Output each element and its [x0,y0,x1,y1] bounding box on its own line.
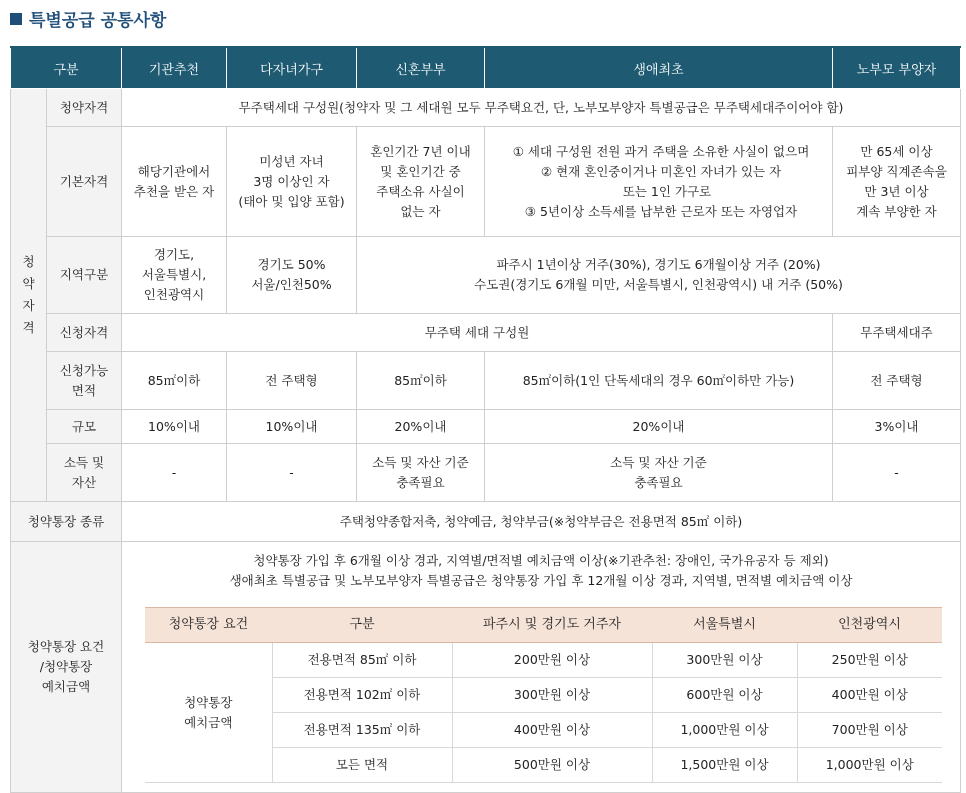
row-region [11,237,961,314]
header-multichild: 다자녀가구 [227,47,357,89]
special-supply-table [10,46,961,793]
deposit-seoul: 1,000만원 이상 [652,713,797,748]
row-apply [11,314,961,352]
deposit-paju: 300만원 이상 [452,678,652,713]
deposit-incheon: 700만원 이상 [797,713,942,748]
area-elder: 전 주택형 [833,352,961,410]
row-scale [11,410,961,444]
deposit-area: 전용면적 135㎡ 이하 [272,713,452,748]
line: 예치금액 [41,679,91,694]
deposit-seoul: 300만원 이상 [652,643,797,678]
area-first-home: 85㎡이하(1인 단독세대의 경우 60㎡이하만 가능) [485,352,833,410]
apply-elder: 무주택세대주 [833,314,961,352]
line: 면적 [71,382,97,398]
region-agency [122,237,227,314]
line: 만 3년 이상 [864,183,929,199]
scale-first-home: 20%이내 [485,410,833,444]
line: 소득 및 [63,454,105,470]
scale-newlywed: 20%이내 [357,410,485,444]
line: 소득 및 자산 기준 [610,454,707,470]
scale-agency: 10%이내 [122,410,227,444]
header-newlywed: 신혼부부 [357,47,485,89]
line: 소득 및 자산 기준 [372,454,469,470]
deposit-header-seoul: 서울특별시 [652,608,797,643]
line: 추천을 받은 자 [133,183,215,199]
line: 수도권(경기도 6개월 미만, 서울특별시, 인천광역시) 내 거주 (50%) [474,277,843,292]
line: 경기도, [153,247,195,262]
account-type-text: 주택청약종합저축, 청약예금, 청약부금(※청약부금은 전용면적 85㎡ 이하) [122,502,961,542]
line: 없는 자 [400,203,441,219]
basic-first-home [485,127,833,237]
line: 청약통장 [184,694,233,710]
deposit-header-category: 구분 [272,608,452,643]
area-newlywed: 85㎡이하 [357,352,485,410]
header-first-home: 생애최초 [485,47,833,89]
line: 계속 부양한 자 [856,203,937,219]
row-basic [11,127,961,237]
line: 또는 1인 가구로 [610,183,712,199]
region-rest [357,237,961,314]
line: 및 혼인기간 중 [380,163,461,179]
label-subscriber: 청약자격 [47,89,122,127]
line: 만 65세 이상 [860,143,933,159]
label-account-type: 청약통장 종류 [11,502,122,542]
area-multichild: 전 주택형 [227,352,357,410]
line: (태아 및 입양 포함) [238,193,345,209]
section-title-text: 특별공급 공통사항 [29,11,167,31]
deposit-header-incheon: 인천광역시 [797,608,942,643]
line: 서울/인천50% [251,277,332,292]
scale-multichild: 10%이내 [227,410,357,444]
note-line: 청약통장 가입 후 6개월 이상 경과, 지역별/면적별 예치금액 이상(※기관추천: 장애인, 국가유공자 등 제외) [253,553,829,568]
account-req-content [122,542,961,793]
deposit-seoul: 600만원 이상 [652,678,797,713]
group-label-qualification [11,89,47,502]
label-area [47,352,122,410]
deposit-paju: 500만원 이상 [452,748,652,783]
deposit-header-paju: 파주시 및 경기도 거주자 [452,608,652,643]
deposit-paju: 400만원 이상 [452,713,652,748]
line: 파주시 1년이상 거주(30%), 경기도 6개월이상 거주 (20%) [496,257,821,272]
line: 혼인기간 7년 이내 [370,143,471,159]
income-newlywed [357,444,485,502]
deposit-seoul: 1,500만원 이상 [652,748,797,783]
line: 신청가능 [59,362,109,378]
line: 서울특별시, [141,267,207,282]
line: ① 세대 구성원 전원 과거 주택을 소유한 사실이 없으며 [512,143,810,159]
row-area [11,352,961,410]
account-req-notes [123,543,959,607]
scale-elder: 3%이내 [833,410,961,444]
label-account-req [11,542,122,793]
label-income [47,444,122,502]
line: /청약통장 [39,659,93,674]
deposit-incheon: 1,000만원 이상 [797,748,942,783]
deposit-header-row [145,608,942,643]
basic-multichild [227,127,357,237]
row-account-type [11,502,961,542]
deposit-row [145,643,942,678]
label-scale: 규모 [47,410,122,444]
deposit-paju: 200만원 이상 [452,643,652,678]
area-agency: 85㎡이하 [122,352,227,410]
header-agency: 기관추천 [122,47,227,89]
label-apply: 신청자격 [47,314,122,352]
deposit-table [145,607,942,783]
line: 충족필요 [634,474,683,490]
line: 자산 [71,474,97,490]
basic-agency [122,127,227,237]
deposit-incheon: 250만원 이상 [797,643,942,678]
section-title [10,6,166,31]
line: 청약통장 요건 [27,639,105,654]
line: 미성년 자녀 [259,153,324,169]
deposit-incheon: 400만원 이상 [797,678,942,713]
header-elder-parent: 노부모 부양자 [833,47,961,89]
line: 주택소유 사실이 [376,183,465,199]
header-category: 구분 [11,47,122,89]
deposit-area: 모든 면적 [272,748,452,783]
apply-main: 무주택 세대 구성원 [122,314,833,352]
label-region: 지역구분 [47,237,122,314]
row-income [11,444,961,502]
line: ③ 5년이상 소득세를 납부한 근로자 또는 자영업자 [524,203,798,219]
deposit-label [145,643,272,783]
income-elder: - [833,444,961,502]
line: 해당기관에서 [137,163,211,179]
income-agency: - [122,444,227,502]
deposit-header-req: 청약통장 요건 [145,608,272,643]
region-multichild [227,237,357,314]
income-multichild: - [227,444,357,502]
note-line: 생애최초 특별공급 및 노부모부양자 특별공급은 청약통장 가입 후 12개월 이상 경과, 지역별, 면적별 예치금액 이상 [229,573,853,588]
line: ② 현재 혼인중이거나 미혼인 자녀가 있는 자 [540,163,782,179]
line: 3명 이상인 자 [253,173,330,189]
deposit-area: 전용면적 102㎡ 이하 [272,678,452,713]
header-row [11,47,961,89]
square-bullet-icon [10,13,22,25]
group-char: 청 [22,254,35,269]
basic-elder [833,127,961,237]
line: 인천광역시 [143,287,205,302]
basic-newlywed [357,127,485,237]
label-basic: 기본자격 [47,127,122,237]
group-char: 격 [22,320,35,335]
line: 충족필요 [396,474,445,490]
deposit-area: 전용면적 85㎡ 이하 [272,643,452,678]
subscriber-text: 무주택세대 구성원(청약자 및 그 세대원 모두 무주택요건, 단, 노부모부양자 특별공급은 무주택세대주이어야 함) [122,89,961,127]
group-char: 자 [22,298,35,313]
line: 경기도 50% [257,257,326,272]
row-subscriber [11,89,961,127]
line: 피부양 직계존속을 [846,163,947,179]
row-account-req [11,542,961,793]
group-char: 약 [22,276,35,291]
line: 예치금액 [184,714,233,730]
income-first-home [485,444,833,502]
